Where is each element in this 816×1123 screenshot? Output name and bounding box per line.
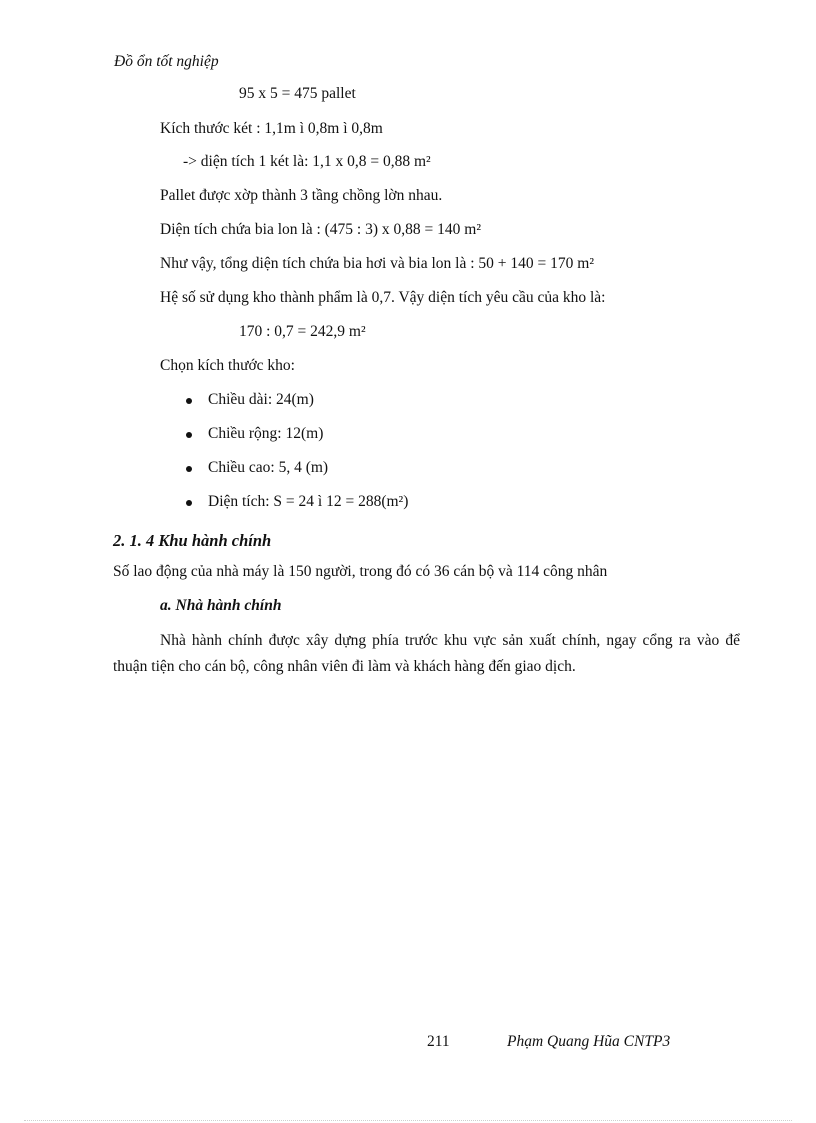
body-paragraph: Nhà hành chính được xây dựng phía trước khu vực sản xuất chính, ngay cổng ra vào để thuận tiện cho cán bộ, công nhân viên đi làm và khách hàng đến giao dịch. [113,632,740,675]
text-line: Diện tích chứa bia lon là : (475 : 3) x 0,88 = 140 m² [160,221,481,238]
text-line: Pallet được xờp thành 3 tầng chồng lờn nhau. [160,187,443,204]
page-number: 211 [427,1033,450,1050]
footer-author: Phạm Quang Hũa CNTP3 [507,1033,671,1050]
bullet-item: Chiều dài: 24(m) [208,391,314,408]
section-intro: Số lao động của nhà máy là 150 người, trong đó có 36 cán bộ và 114 công nhân [113,563,608,580]
text-line: Hệ số sử dụng kho thành phẩm là 0,7. Vậy diện tích yêu cầu của kho là: [160,289,606,306]
page-header: Đồ ổn tốt nghiệp [114,53,219,70]
text-line: -> diện tích 1 két là: 1,1 x 0,8 = 0,88 m² [183,153,431,170]
bullet-item: Chiều cao: 5, 4 (m) [208,459,329,476]
bullet-dot [186,466,192,472]
bullet-item: Diện tích: S = 24 ì 12 = 288(m²) [208,493,409,510]
text-line: Như vậy, tổng diện tích chứa bia hơi và bia lon là : 50 + 140 = 170 m² [160,255,594,272]
bullet-dot [186,500,192,506]
text-line: Kích thước két : 1,1m ì 0,8m ì 0,8m [160,120,383,137]
bullet-item: Chiều rộng: 12(m) [208,425,324,442]
bullet-dot [186,432,192,438]
bullet-dot [186,398,192,404]
page-bottom-divider [24,1120,792,1121]
subsection-heading: a. Nhà hành chính [160,597,282,614]
calc-line: 95 x 5 = 475 pallet [239,85,356,102]
calc-line: 170 : 0,7 = 242,9 m² [239,323,366,340]
section-heading: 2. 1. 4 Khu hành chính [113,531,272,550]
text-line: Chọn kích thước kho: [160,357,295,374]
